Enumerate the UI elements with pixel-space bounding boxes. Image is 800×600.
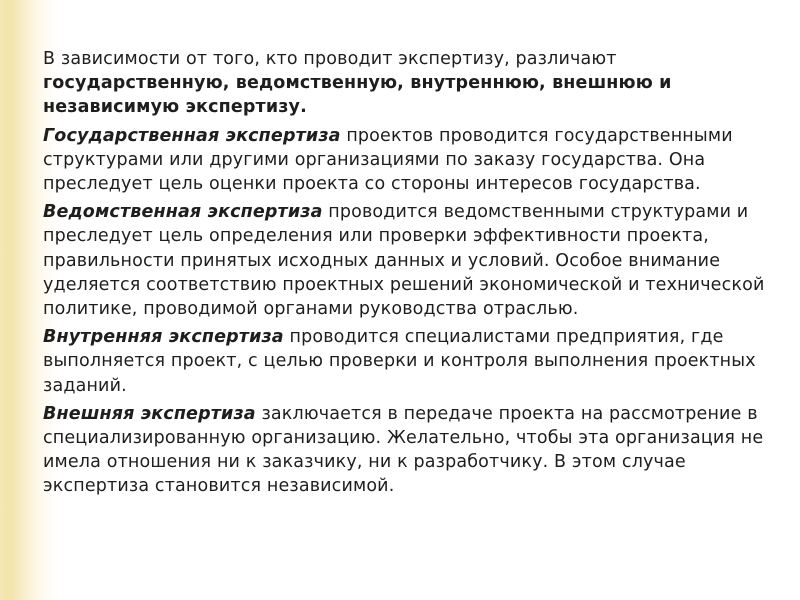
state-expertise-text: проектов проводится государственными структурами или другими организациями по заказу государства. Она преследует цель оценки проекта со стороны интересов государства. xyxy=(43,125,733,195)
intro-emphasis: государственную, ведомственную, внутреннюю, внешнюю и независимую экспертизу. xyxy=(43,73,672,118)
departmental-expertise-text: проводится ведомственными структурами и преследует цель определения или проверки эффективности проекта, правильности принятых исходных данных и условий. Особое внимание уделяется соответствию проектных решений экономической и технической политике, проводимой органами руководства отраслью. xyxy=(43,202,765,320)
state-expertise-term: Государственная экспертиза xyxy=(43,125,341,146)
intro-paragraph xyxy=(43,47,771,120)
intro-text: В зависимости от того, кто проводит экспертизу, различают xyxy=(43,49,617,69)
internal-expertise-text: проводится специалистами предприятия, где выполняется проект, с целью проверки и контроля выполнения проектных заданий. xyxy=(43,327,756,396)
departmental-expertise-paragraph xyxy=(43,200,771,321)
state-expertise-paragraph xyxy=(43,124,771,197)
internal-expertise-paragraph xyxy=(43,325,771,398)
internal-expertise-term: Внутренняя экспертиза xyxy=(43,327,284,348)
departmental-expertise-term: Ведомственная экспертиза xyxy=(43,202,323,223)
external-expertise-text: заключается в передаче проекта на рассмотрение в специализированную организацию. Желательно, чтобы эта организация не имела отношения ни к заказчику, ни к разработчику. В этом случае экспертиза становится независимой. xyxy=(43,403,764,497)
external-expertise-paragraph xyxy=(43,402,771,499)
slide-body xyxy=(43,47,771,503)
external-expertise-term: Внешняя экспертиза xyxy=(43,403,256,424)
